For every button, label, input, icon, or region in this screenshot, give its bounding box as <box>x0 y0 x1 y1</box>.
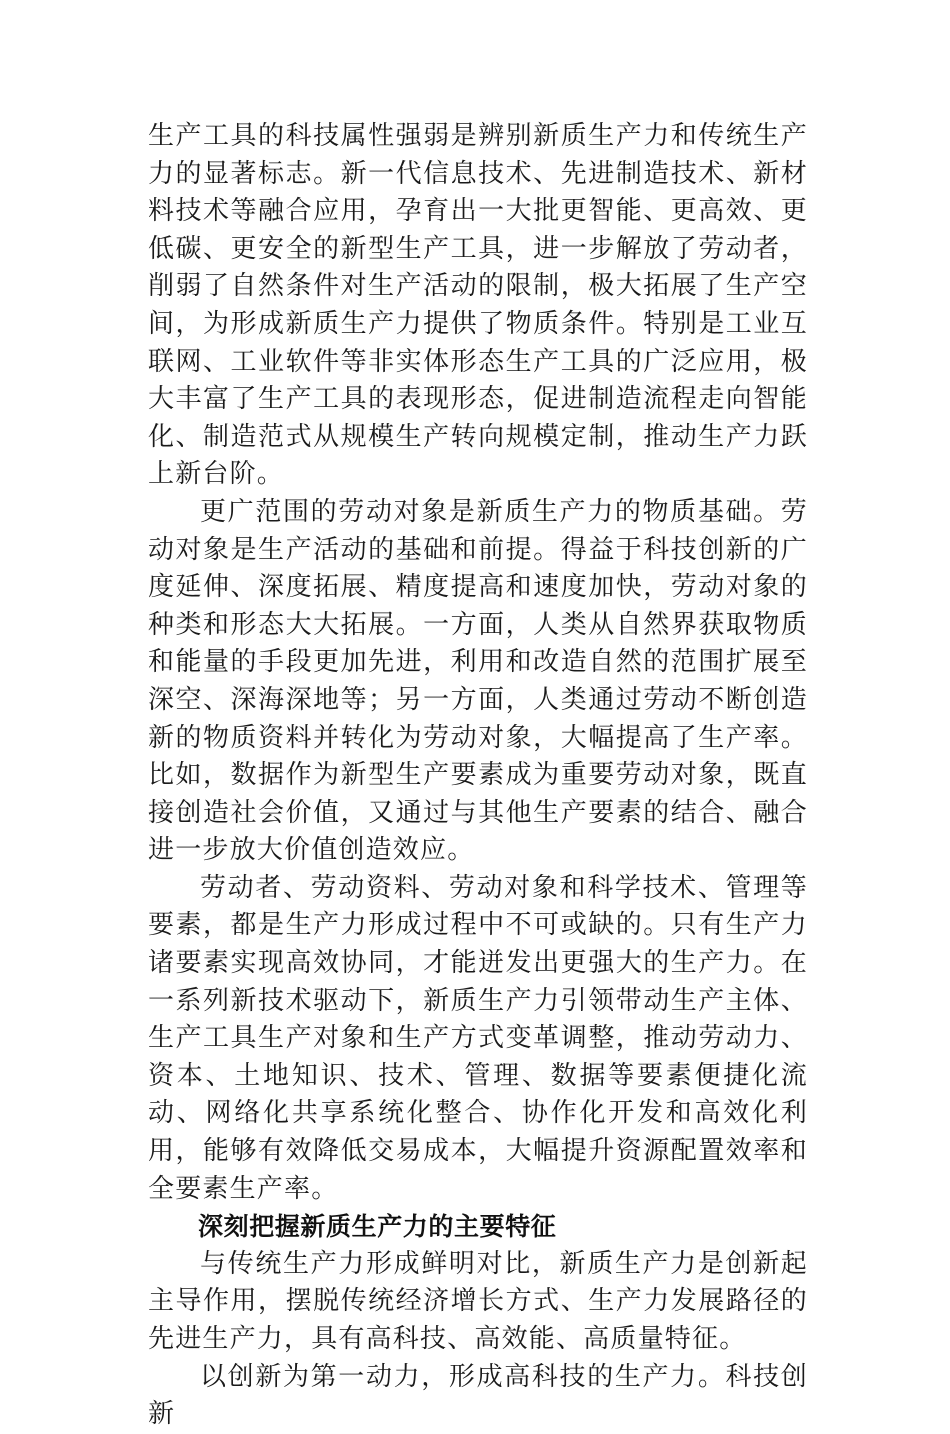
paragraph-labor-objects: 更广范围的劳动对象是新质生产力的物质基础。劳动对象是生产活动的基础和前提。得益于科技创新的广度延伸、深度拓展、精度提高和速度加快，劳动对象的种类和形态大大拓展。一方面，人类从自然界获取物质和能量的手段更加先进，利用和改造自然的范围扩展至深空、深海深地等；另一方面，人类通过劳动不断创造新的物质资料并转化为劳动对象，大幅提高了生产率。比如，数据作为新型生产要素成为重要劳动对象，既直接创造社会价值，又通过与其他生产要素的结合、融合进一步放大价值创造效应。 <box>148 496 808 866</box>
section-heading: 深刻把握新质生产力的主要特征 <box>198 1212 557 1242</box>
paragraph-innovation-driver: 以创新为第一动力，形成高科技的生产力。科技创新 <box>148 1361 808 1430</box>
paragraph-production-tools: 生产工具的科技属性强弱是辨别新质生产力和传统生产力的显著标志。新一代信息技术、先进制造技术、新材料技术等融合应用，孕育出一大批更智能、更高效、更低碳、更安全的新型生产工具，进一步解放了劳动者，削弱了自然条件对生产活动的限制，极大拓展了生产空间，为形成新质生产力提供了物质条件。特别是工业互联网、工业软件等非实体形态生产工具的广泛应用，极大丰富了生产工具的表现形态，促进制造流程走向智能化、制造范式从规模生产转向规模定制，推动生产力跃上新台阶。 <box>148 121 808 490</box>
paragraph-contrast-traditional: 与传统生产力形成鲜明对比，新质生产力是创新起主导作用，摆脱传统经济增长方式、生产力发展路径的先进生产力，具有高科技、高效能、高质量特征。 <box>148 1248 808 1354</box>
paragraph-factor-synergy: 劳动者、劳动资料、劳动对象和科学技术、管理等要素，都是生产力形成过程中不可或缺的。只有生产力诸要素实现高效协同，才能迸发出更强大的生产力。在一系列新技术驱动下，新质生产力引领带动生产主体、生产工具生产对象和生产方式变革调整，推动劳动力、资本、土地知识、技术、管理、数据等要素便捷化流动、网络化共享系统化整合、协作化开发和高效化利用，能够有效降低交易成本，大幅提升资源配置效率和全要素生产率。 <box>148 872 808 1204</box>
document-page <box>148 118 808 1434</box>
